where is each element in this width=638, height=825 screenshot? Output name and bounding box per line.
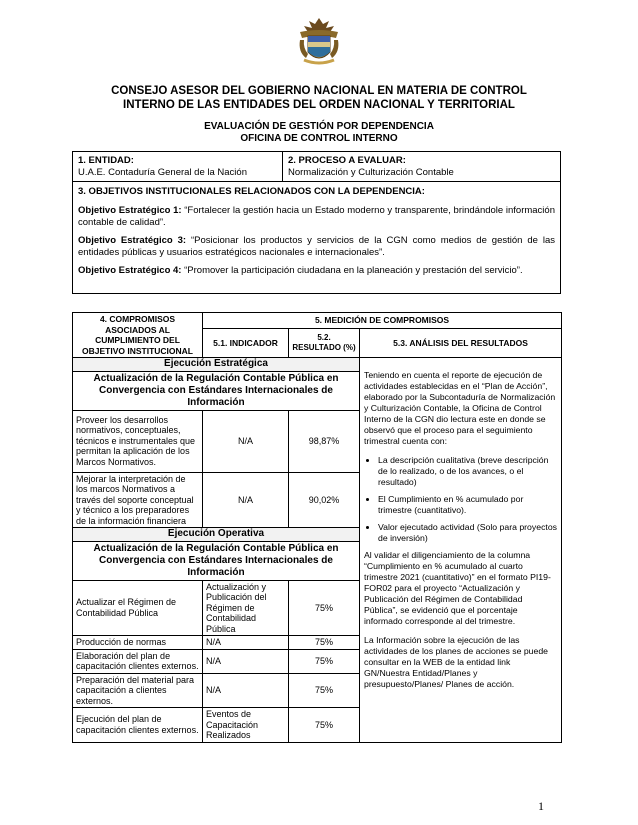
objectives-title: 3. OBJETIVOS INSTITUCIONALES RELACIONADOS CON LA DEPENDENCIA: <box>78 186 425 197</box>
subheading-1: Actualización de la Regulación Contable Pública en Convergencia con Estándares Internacionales de Información <box>73 371 360 410</box>
result-cell: 75% <box>289 580 360 636</box>
entity-label: 1. ENTIDAD: <box>78 155 134 166</box>
commitments-table <box>72 312 562 743</box>
analysis-cell <box>360 358 562 743</box>
analysis-bullet-list <box>378 455 557 544</box>
coat-of-arms-seal <box>296 16 342 68</box>
page-number: 1 <box>538 799 544 813</box>
commitment-cell: Proveer los desarrollos normativos, conceptuales, técnicos e instrumentales que permitan la aplicación de los Marcos Normativos. <box>73 410 203 472</box>
commitment-cell: Producción de normas <box>73 636 203 650</box>
analysis-paragraph-2: Al validar el diligenciamiento de la columna “Cumplimiento en % acumulado al cuarto trimestre 2021 (cuantitativo)” en el formato PI19- FOR02 para el proyecto “Actualización y Publicación del Régimen de Contabilidad Pública”, se evidenció que el porcentaje informado corresponde al del trimestre. <box>364 550 551 626</box>
evaluation-title-line1: EVALUACIÓN DE GESTIÓN POR DEPENDENCIA <box>204 121 434 132</box>
indicator-cell: Actualización y Publicación del Régimen de Contabilidad Pública <box>203 580 289 636</box>
col53-header: 5.3. ANÁLISIS DEL RESULTADOS <box>360 329 562 358</box>
objective-3: Objetivo Estratégico 3: “Posicionar los productos y servicios de la CGN como medios de gestión de las entidades públicas y usuarios estratégicos nacionales e internacionales”. <box>78 234 555 258</box>
indicator-cell: N/A <box>203 410 289 472</box>
result-cell: 98,87% <box>289 410 360 472</box>
band-operative: Ejecución Operativa <box>73 528 360 542</box>
analysis-paragraph-3: La Información sobre la ejecución de las actividades de los planes de acciones se puede consultar en la WEB de la entidad link GN/Nuestra Entidad/Planes y presupuesto/Planes/ Planes de acción. <box>364 635 549 689</box>
table-header-row <box>73 313 562 329</box>
col4-header: 4. COMPROMISOS ASOCIADOS AL CUMPLIMIENTO DEL OBJETIVO INSTITUCIONAL <box>73 313 203 358</box>
council-title-line1: CONSEJO ASESOR DEL GOBIERNO NACIONAL EN MATERIA DE CONTROL <box>111 85 527 97</box>
objectives-box <box>72 181 561 294</box>
entity-value: U.A.E. Contaduría General de la Nación <box>78 167 247 178</box>
entity-cell <box>73 152 283 181</box>
result-cell: 90,02% <box>289 472 360 528</box>
evaluation-title <box>60 121 578 145</box>
analysis-bullet: • Valor ejecutado actividad (Solo para proyectos de inversión) <box>378 522 557 544</box>
commitment-cell: Elaboración del plan de capacitación clientes externos. <box>73 649 203 673</box>
council-title-line2: INTERNO DE LAS ENTIDADES DEL ORDEN NACIONAL Y TERRITORIAL <box>123 99 515 111</box>
process-cell <box>283 152 560 181</box>
subheading-2: Actualización de la Regulación Contable Pública en Convergencia con Estándares Internacionales de Información <box>73 541 360 580</box>
indicator-cell: Eventos de Capacitación Realizados <box>203 708 289 743</box>
band-strategic: Ejecución Estratégica <box>73 358 360 372</box>
result-cell: 75% <box>289 673 360 708</box>
analysis-bullet: • La descripción cualitativa (breve descripción de lo realizado, o de los avances, o el resultado) <box>378 455 557 488</box>
result-cell: 75% <box>289 649 360 673</box>
commitment-cell: Actualizar el Régimen de Contabilidad Pública <box>73 580 203 636</box>
col52-header: 5.2. RESULTADO (%) <box>289 329 360 358</box>
band-row-strategic <box>73 358 562 372</box>
col51-header: 5.1. INDICADOR <box>203 329 289 358</box>
objective-4: Objetivo Estratégico 4: “Promover la participación ciudadana en la planeación y prestación del servicio”. <box>78 264 523 276</box>
commitment-cell: Mejorar la interpretación de los marcos Normativos a través del soporte conceptual y técnico a los preparadores de la información financiera <box>73 472 203 528</box>
process-label: 2. PROCESO A EVALUAR: <box>288 155 406 166</box>
indicator-cell: N/A <box>203 673 289 708</box>
indicator-cell: N/A <box>203 472 289 528</box>
council-title <box>60 84 578 112</box>
result-cell: 75% <box>289 708 360 743</box>
col5-header: 5. MEDICIÓN DE COMPROMISOS <box>203 313 562 329</box>
indicator-cell: N/A <box>203 649 289 673</box>
entity-process-box <box>72 151 561 182</box>
indicator-cell: N/A <box>203 636 289 650</box>
process-value: Normalización y Culturización Contable <box>288 167 454 178</box>
analysis-bullet: • El Cumplimiento en % acumulado por trimestre (cuantitativo). <box>378 494 557 516</box>
commitment-cell: Preparación del material para capacitación a clientes externos. <box>73 673 203 708</box>
analysis-paragraph-1: Teniendo en cuenta el reporte de ejecución de actividades establecidas en el “Plan de Acción”, elaborado por la Subcontaduría de Normalización y Culturización Contable, la Oficina de Control Interno de la CGN dio lectura este en donde se observó que el proceso para el seguimiento trimestral cuenta con: <box>364 370 556 446</box>
evaluation-title-line2: OFICINA DE CONTROL INTERNO <box>240 133 398 144</box>
result-cell: 75% <box>289 636 360 650</box>
commitment-cell: Ejecución del plan de capacitación clientes externos. <box>73 708 203 743</box>
objective-1: Objetivo Estratégico 1: “Fortalecer la gestión hacia un Estado moderno y transparente, brindándole información contable de calidad”. <box>78 204 555 228</box>
